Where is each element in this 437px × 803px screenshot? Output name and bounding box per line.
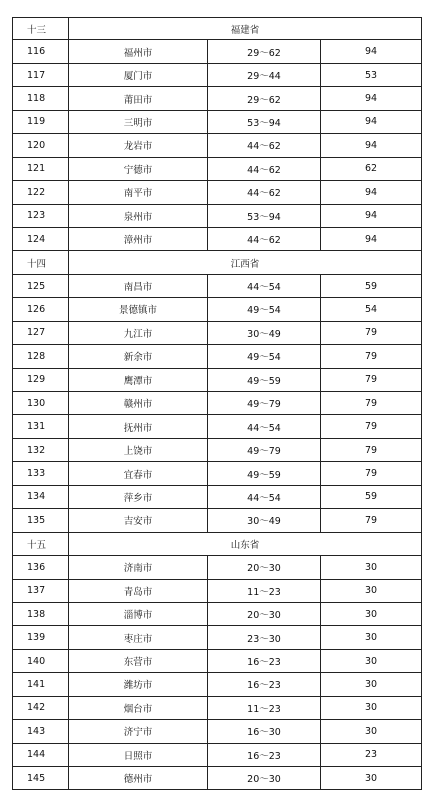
row-number: 116	[12, 40, 69, 63]
value-range: 20～30	[208, 767, 321, 790]
province-name: 山东省	[69, 533, 422, 556]
city-name: 萍乡市	[69, 486, 208, 509]
value-range: 30～49	[208, 509, 321, 532]
value: 94	[321, 228, 422, 251]
row-number: 117	[12, 64, 69, 87]
value-range: 23～30	[208, 626, 321, 649]
value: 23	[321, 744, 422, 767]
value: 94	[321, 40, 422, 63]
value: 59	[321, 486, 422, 509]
value: 94	[321, 111, 422, 134]
value-range: 49～79	[208, 439, 321, 462]
city-name: 上饶市	[69, 439, 208, 462]
table-row	[12, 134, 422, 157]
city-name: 枣庄市	[69, 626, 208, 649]
city-name: 烟台市	[69, 697, 208, 720]
value-range: 44～62	[208, 181, 321, 204]
row-number: 132	[12, 439, 69, 462]
city-name: 莆田市	[69, 87, 208, 110]
value-range: 16～23	[208, 650, 321, 673]
table-row	[12, 298, 422, 321]
row-number: 133	[12, 462, 69, 485]
city-name: 鹰潭市	[69, 369, 208, 392]
city-name: 宜春市	[69, 462, 208, 485]
table-row	[12, 626, 422, 649]
table-row	[12, 322, 422, 345]
city-name: 济宁市	[69, 720, 208, 743]
row-number: 139	[12, 626, 69, 649]
value: 79	[321, 322, 422, 345]
row-number: 131	[12, 415, 69, 438]
table-row	[12, 111, 422, 134]
table-row	[12, 275, 422, 298]
value-range: 16～30	[208, 720, 321, 743]
value-range: 20～30	[208, 556, 321, 579]
section-header-row	[12, 251, 422, 274]
value-range: 29～62	[208, 87, 321, 110]
table-row	[12, 509, 422, 532]
table-row	[12, 556, 422, 579]
city-name: 德州市	[69, 767, 208, 790]
value: 79	[321, 509, 422, 532]
table-row	[12, 64, 422, 87]
row-number: 121	[12, 158, 69, 181]
table-row	[12, 720, 422, 743]
row-number: 128	[12, 345, 69, 368]
value: 30	[321, 650, 422, 673]
row-number: 137	[12, 580, 69, 603]
row-number: 145	[12, 767, 69, 790]
value: 30	[321, 697, 422, 720]
city-name: 赣州市	[69, 392, 208, 415]
row-number: 122	[12, 181, 69, 204]
section-label: 十三	[12, 17, 69, 40]
value-range: 16～23	[208, 673, 321, 696]
table-row	[12, 369, 422, 392]
row-number: 129	[12, 369, 69, 392]
section-header-row	[12, 533, 422, 556]
table-row	[12, 228, 422, 251]
city-name: 济南市	[69, 556, 208, 579]
table-row	[12, 205, 422, 228]
city-name: 吉安市	[69, 509, 208, 532]
value-range: 29～62	[208, 40, 321, 63]
value: 30	[321, 626, 422, 649]
province-name: 江西省	[69, 251, 422, 274]
row-number: 135	[12, 509, 69, 532]
value: 30	[321, 556, 422, 579]
value-range: 44～54	[208, 275, 321, 298]
row-number: 134	[12, 486, 69, 509]
value: 30	[321, 767, 422, 790]
table-row	[12, 158, 422, 181]
province-name: 福建省	[69, 17, 422, 40]
value-range: 44～62	[208, 228, 321, 251]
table-row	[12, 486, 422, 509]
value-range: 49～54	[208, 298, 321, 321]
city-name: 抚州市	[69, 415, 208, 438]
row-number: 140	[12, 650, 69, 673]
value: 79	[321, 415, 422, 438]
value: 62	[321, 158, 422, 181]
city-name: 青岛市	[69, 580, 208, 603]
table-row	[12, 462, 422, 485]
value-range: 44～62	[208, 134, 321, 157]
value: 30	[321, 673, 422, 696]
city-name: 南昌市	[69, 275, 208, 298]
section-header-row	[12, 17, 422, 40]
value: 30	[321, 720, 422, 743]
value-range: 49～79	[208, 392, 321, 415]
city-name: 潍坊市	[69, 673, 208, 696]
table-row	[12, 673, 422, 696]
table-row	[12, 767, 422, 790]
value: 59	[321, 275, 422, 298]
value: 79	[321, 369, 422, 392]
row-number: 125	[12, 275, 69, 298]
city-name: 宁德市	[69, 158, 208, 181]
city-name: 厦门市	[69, 64, 208, 87]
table-row	[12, 392, 422, 415]
table-row	[12, 697, 422, 720]
value: 79	[321, 439, 422, 462]
value-range: 20～30	[208, 603, 321, 626]
city-name: 龙岩市	[69, 134, 208, 157]
city-name: 淄博市	[69, 603, 208, 626]
row-number: 130	[12, 392, 69, 415]
city-name: 漳州市	[69, 228, 208, 251]
row-number: 142	[12, 697, 69, 720]
value-range: 49～59	[208, 462, 321, 485]
section-label: 十五	[12, 533, 69, 556]
city-value-table	[12, 17, 422, 790]
section-label: 十四	[12, 251, 69, 274]
city-name: 新余市	[69, 345, 208, 368]
row-number: 136	[12, 556, 69, 579]
value: 30	[321, 603, 422, 626]
city-name: 南平市	[69, 181, 208, 204]
row-number: 143	[12, 720, 69, 743]
row-number: 144	[12, 744, 69, 767]
row-number: 120	[12, 134, 69, 157]
value-range: 53～94	[208, 111, 321, 134]
value: 94	[321, 87, 422, 110]
table-row	[12, 744, 422, 767]
value: 30	[321, 580, 422, 603]
city-name: 景德镇市	[69, 298, 208, 321]
city-name: 福州市	[69, 40, 208, 63]
row-number: 126	[12, 298, 69, 321]
row-number: 124	[12, 228, 69, 251]
table-row	[12, 40, 422, 63]
table-row	[12, 650, 422, 673]
value-range: 29～44	[208, 64, 321, 87]
value-range: 49～54	[208, 345, 321, 368]
city-name: 三明市	[69, 111, 208, 134]
value-range: 44～54	[208, 415, 321, 438]
value-range: 44～54	[208, 486, 321, 509]
value-range: 49～59	[208, 369, 321, 392]
value-range: 53～94	[208, 205, 321, 228]
value: 53	[321, 64, 422, 87]
table-row	[12, 87, 422, 110]
row-number: 127	[12, 322, 69, 345]
value-range: 30～49	[208, 322, 321, 345]
city-name: 东营市	[69, 650, 208, 673]
row-number: 119	[12, 111, 69, 134]
row-number: 118	[12, 87, 69, 110]
value-range: 44～62	[208, 158, 321, 181]
row-number: 123	[12, 205, 69, 228]
value: 94	[321, 205, 422, 228]
table-row	[12, 580, 422, 603]
value-range: 16～23	[208, 744, 321, 767]
table-row	[12, 345, 422, 368]
table-row	[12, 415, 422, 438]
value: 94	[321, 134, 422, 157]
value-range: 11～23	[208, 697, 321, 720]
value: 54	[321, 298, 422, 321]
row-number: 141	[12, 673, 69, 696]
value: 79	[321, 345, 422, 368]
table-row	[12, 603, 422, 626]
value-range: 11～23	[208, 580, 321, 603]
city-name: 泉州市	[69, 205, 208, 228]
city-name: 九江市	[69, 322, 208, 345]
value: 94	[321, 181, 422, 204]
table-row	[12, 181, 422, 204]
city-name: 日照市	[69, 744, 208, 767]
row-number: 138	[12, 603, 69, 626]
value: 79	[321, 392, 422, 415]
table-row	[12, 439, 422, 462]
value: 79	[321, 462, 422, 485]
